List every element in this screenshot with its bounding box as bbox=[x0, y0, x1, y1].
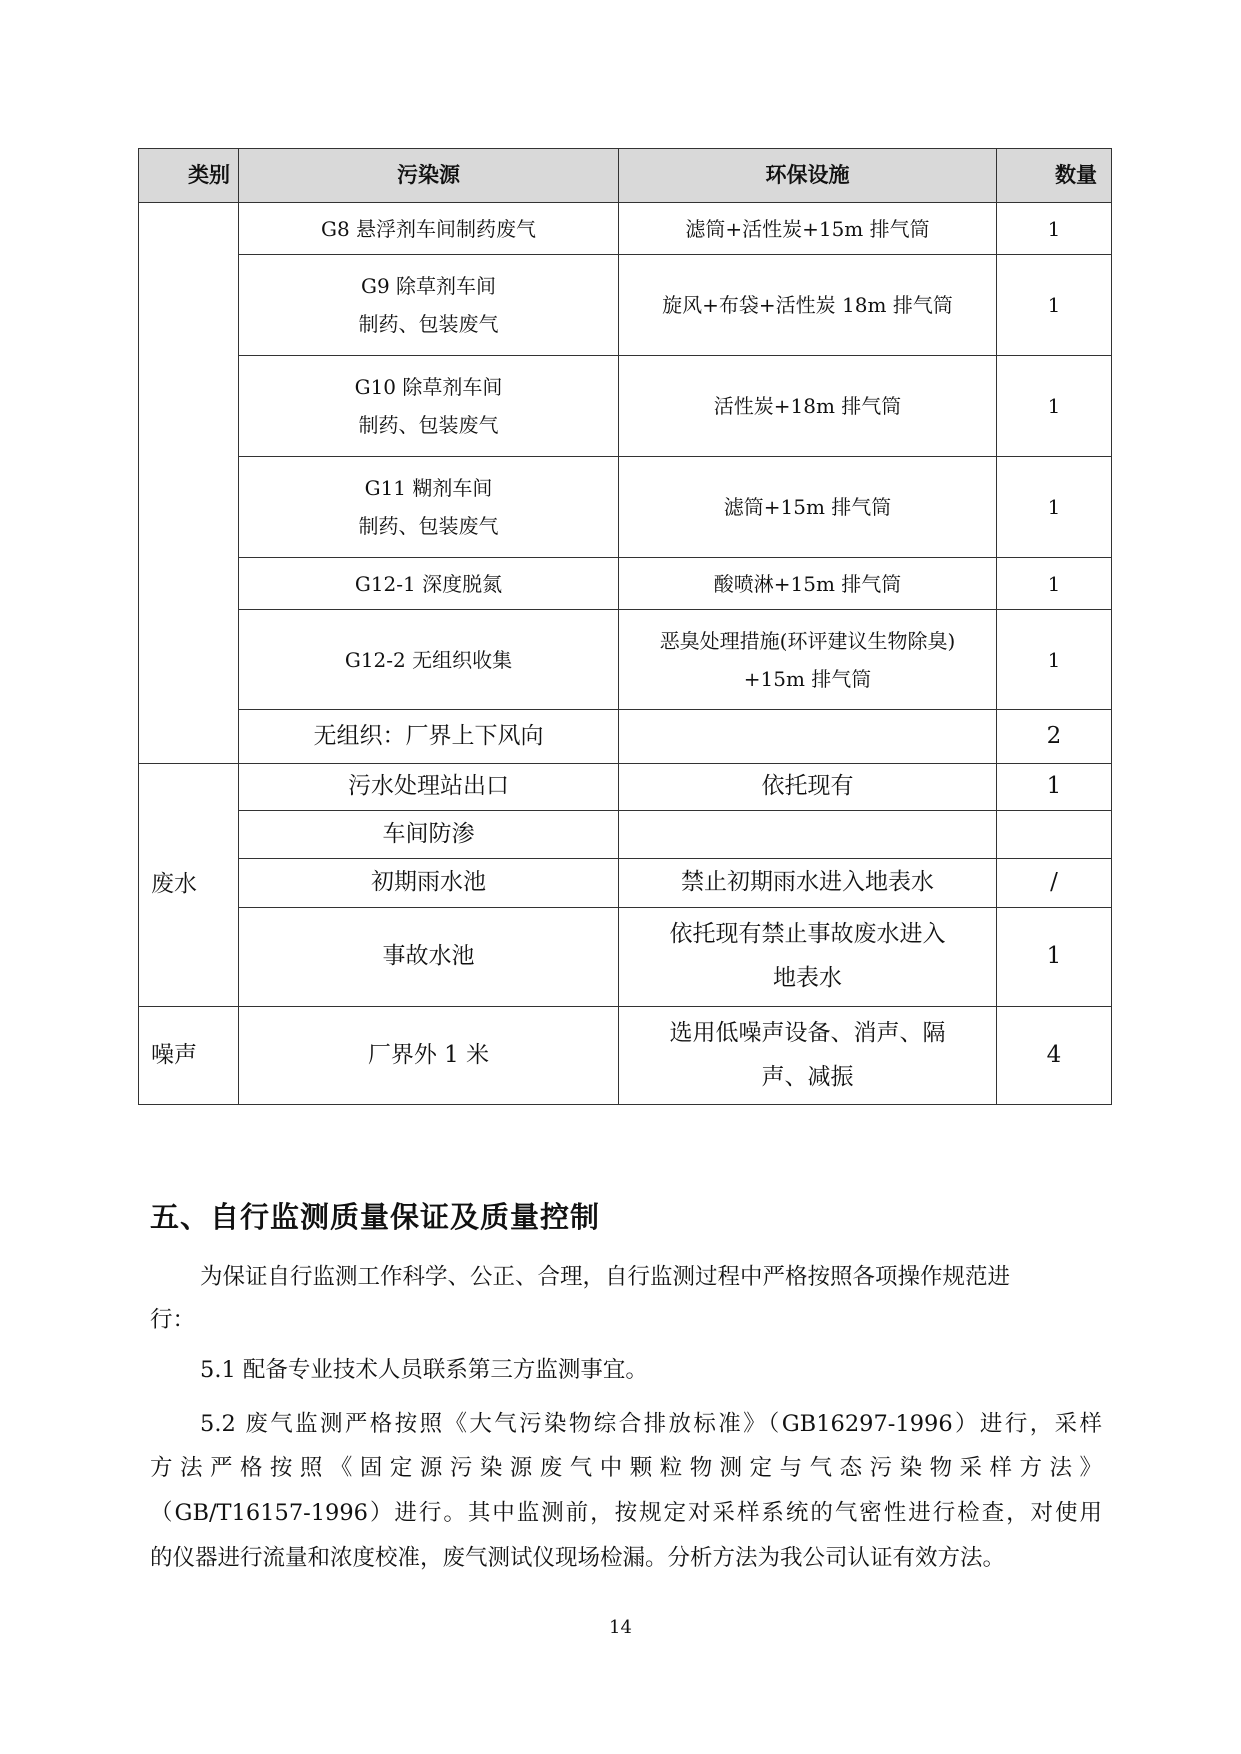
quantity-cell: 1 bbox=[997, 610, 1112, 710]
source-line: 制药、包装废气 bbox=[358, 312, 499, 336]
table-row bbox=[139, 811, 1112, 859]
quantity-cell: 1 bbox=[997, 764, 1112, 811]
table-row bbox=[139, 908, 1112, 1007]
page-number: 14 bbox=[609, 1617, 632, 1638]
facility-cell: 滤筒+15m 排气筒 bbox=[619, 457, 997, 558]
source-cell bbox=[239, 457, 619, 558]
table-row bbox=[139, 610, 1112, 710]
paragraph-5-2-line-1: 5.2 废气监测严格按照《大气污染物综合排放标准》（GB16297-1996）进行，采样 bbox=[200, 1411, 1102, 1437]
source-cell bbox=[239, 255, 619, 356]
table-row bbox=[139, 710, 1112, 764]
facility-cell: 活性炭+18m 排气筒 bbox=[619, 356, 997, 457]
source-cell: 无组织：厂界上下风向 bbox=[239, 710, 619, 764]
category-cell-wastewater: 废水 bbox=[139, 764, 239, 1007]
facility-line: 恶臭处理措施(环评建议生物除臭) bbox=[659, 628, 956, 653]
facility-line: 声、减振 bbox=[761, 1063, 854, 1090]
quantity-cell: 4 bbox=[997, 1007, 1112, 1105]
section-heading: 五、自行监测质量保证及质量控制 bbox=[150, 1200, 601, 1234]
paragraph-5-1: 5.1 配备专业技术人员联系第三方监测事宜。 bbox=[200, 1357, 648, 1383]
facility-cell: 依托现有 bbox=[619, 764, 997, 811]
category-cell-noise: 噪声 bbox=[139, 1007, 239, 1105]
header-quantity: 数量 bbox=[997, 149, 1112, 203]
source-cell: G8 悬浮剂车间制药废气 bbox=[239, 203, 619, 255]
table-row bbox=[139, 1007, 1112, 1105]
pollution-facilities-table bbox=[138, 148, 1112, 1105]
quantity-cell bbox=[997, 811, 1112, 859]
quantity-cell: 2 bbox=[997, 710, 1112, 764]
category-cell-gas bbox=[139, 203, 239, 764]
facility-cell: 滤筒+活性炭+15m 排气筒 bbox=[619, 203, 997, 255]
table-row bbox=[139, 558, 1112, 610]
source-line: G11 糊剂车间 bbox=[364, 476, 493, 500]
table-row bbox=[139, 203, 1112, 255]
table-row bbox=[139, 764, 1112, 811]
quantity-cell: / bbox=[997, 859, 1112, 908]
source-cell: 事故水池 bbox=[239, 908, 619, 1007]
header-source: 污染源 bbox=[239, 149, 619, 203]
quantity-cell: 1 bbox=[997, 558, 1112, 610]
facility-cell bbox=[619, 710, 997, 764]
paragraph-intro-line-1: 为保证自行监测工作科学、公正、合理，自行监测过程中严格按照各项操作规范进 bbox=[200, 1264, 1011, 1290]
quantity-cell: 1 bbox=[997, 203, 1112, 255]
facility-cell: 酸喷淋+15m 排气筒 bbox=[619, 558, 997, 610]
facility-line: 依托现有禁止事故废水进入 bbox=[669, 921, 946, 948]
quantity-cell: 1 bbox=[997, 908, 1112, 1007]
table-row bbox=[139, 859, 1112, 908]
source-cell bbox=[239, 356, 619, 457]
facility-line: +15m 排气筒 bbox=[743, 666, 872, 691]
table-row bbox=[139, 356, 1112, 457]
facility-cell bbox=[619, 610, 997, 710]
paragraph-5-2-line-4: 的仪器进行流量和浓度校准，废气测试仪现场检漏。分析方法为我公司认证有效方法。 bbox=[150, 1545, 1006, 1571]
facility-cell bbox=[619, 811, 997, 859]
paragraph-5-2-line-2: 方法严格按照《固定源污染源废气中颗粒物测定与气态污染物采样方法》 bbox=[150, 1455, 1102, 1481]
source-line: G10 除草剂车间 bbox=[354, 375, 503, 399]
source-cell: 污水处理站出口 bbox=[239, 764, 619, 811]
facility-line: 地表水 bbox=[773, 965, 842, 991]
table-header-row bbox=[139, 149, 1112, 203]
table-row bbox=[139, 255, 1112, 356]
source-line: 制药、包装废气 bbox=[358, 514, 499, 538]
source-line: G9 除草剂车间 bbox=[360, 274, 497, 298]
source-cell: 车间防渗 bbox=[239, 811, 619, 859]
source-cell: G12-2 无组织收集 bbox=[239, 610, 619, 710]
table-row bbox=[139, 457, 1112, 558]
source-line: 制药、包装废气 bbox=[358, 413, 499, 437]
source-cell: 厂界外 1 米 bbox=[239, 1007, 619, 1105]
quantity-cell: 1 bbox=[997, 457, 1112, 558]
facility-cell bbox=[619, 908, 997, 1007]
facility-cell: 旋风+布袋+活性炭 18m 排气筒 bbox=[619, 255, 997, 356]
paragraph-intro-line-2: 行： bbox=[150, 1307, 196, 1333]
source-cell: 初期雨水池 bbox=[239, 859, 619, 908]
header-category: 类别 bbox=[139, 149, 239, 203]
facility-cell bbox=[619, 1007, 997, 1105]
facility-line: 选用低噪声设备、消声、隔 bbox=[669, 1019, 946, 1046]
quantity-cell: 1 bbox=[997, 356, 1112, 457]
facility-cell: 禁止初期雨水进入地表水 bbox=[619, 859, 997, 908]
paragraph-5-2-line-3: （GB/T16157-1996）进行。其中监测前，按规定对采样系统的气密性进行检查，对使用 bbox=[150, 1500, 1102, 1526]
header-facility: 环保设施 bbox=[619, 149, 997, 203]
source-cell: G12-1 深度脱氮 bbox=[239, 558, 619, 610]
quantity-cell: 1 bbox=[997, 255, 1112, 356]
